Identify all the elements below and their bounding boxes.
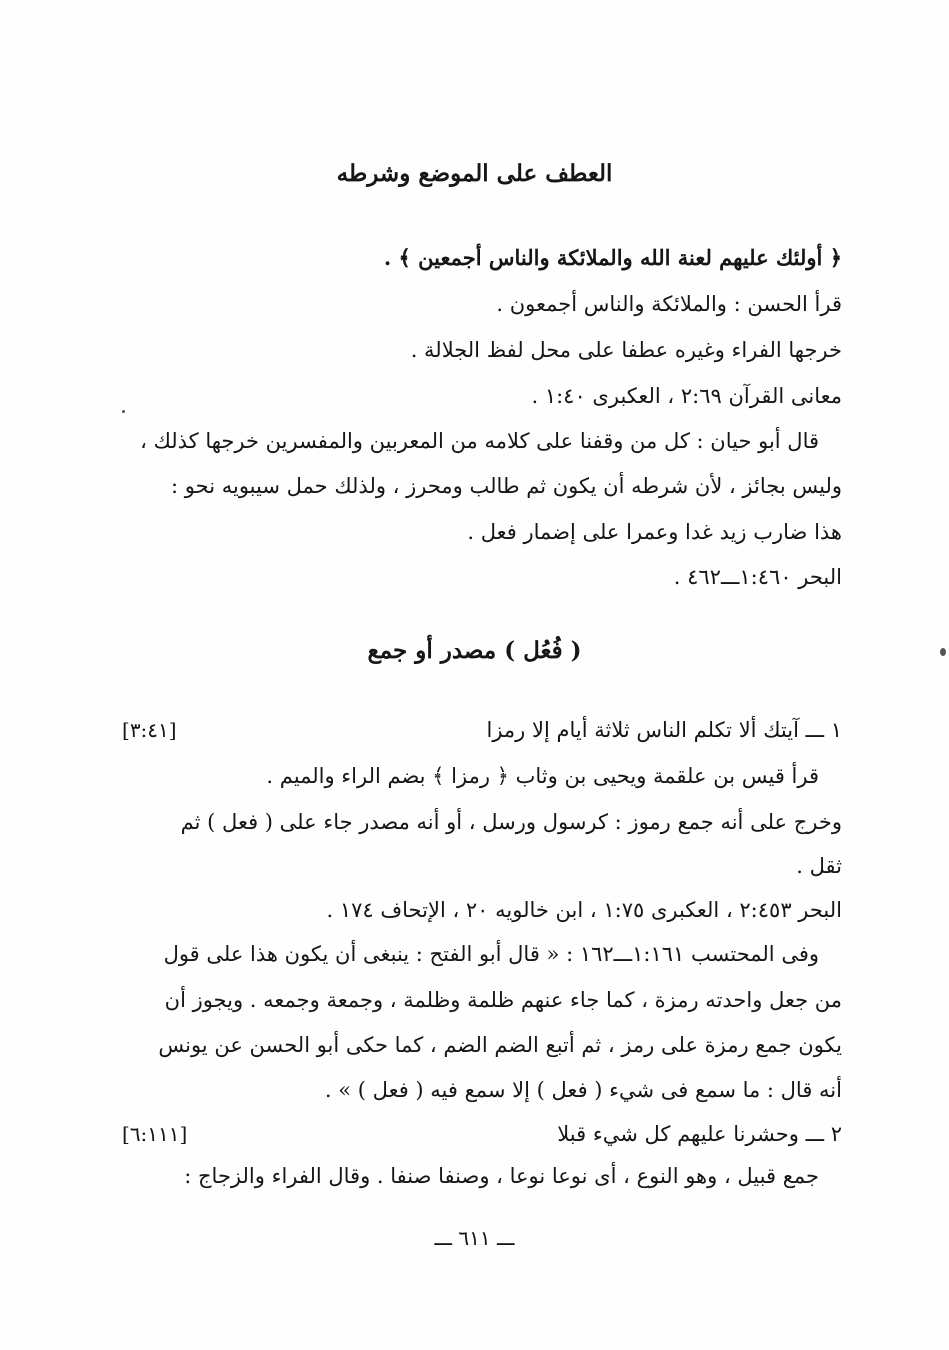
text-line: وفى المحتسب ١:١٦١ـــ١٦٢ : « قال أبو الفتح : ينبغى أن يكون هذا على قول xyxy=(163,942,819,966)
text-line: أنه قال : ما سمع فى شيء ( فعل ) إلا سمع فيه ( فعل ) » . xyxy=(324,1078,842,1102)
verse-reference-1: [٣:٤١] xyxy=(122,718,177,742)
text-line: قرأ قيس بن علقمة ويحيى بن وثاب ﴿ رمزا ﴾ بضم الراء والميم . xyxy=(266,764,819,788)
reference-line: معانى القرآن ٢:٦٩ ، العكبرى ١:٤٠ . xyxy=(531,384,842,408)
text-line: جمع قبيل ، وهو النوع ، أى نوعا نوعا ، وصنفا صنفا . وقال الفراء والزجاج : xyxy=(184,1164,819,1188)
text-line: قرأ الحسن : والملائكة والناس أجمعون . xyxy=(496,292,842,316)
verse-line-1: ١ ـــ آيتك ألا تكلم الناس ثلاثة أيام إلا رمزا xyxy=(486,718,842,742)
text-line: يكون جمع رمزة على رمز ، ثم أتبع الضم الضم ، كما حكى أبو الحسن عن يونس xyxy=(158,1033,842,1057)
text-line: وليس بجائز ، لأن شرطه أن يكون ثم طالب ومحرز ، ولذلك حمل سيبويه نحو : xyxy=(171,474,842,498)
section-title-conjunction: العطف على الموضع وشرطه xyxy=(336,160,613,187)
text-line: ثقل . xyxy=(796,854,842,878)
text-line: من جعل واحدته رمزة ، كما جاء عنهم ظلمة وظلمة ، وجمعة وجمعه . ويجوز أن xyxy=(164,988,842,1012)
section-title-fuul: ( فُعُل ) مصدر أو جمع xyxy=(367,637,582,664)
text-line: هذا ضارب زيد غدا وعمرا على إضمار فعل . xyxy=(467,520,842,544)
reference-line: البحر ٢:٤٥٣ ، العكبرى ١:٧٥ ، ابن خالويه ٢٠ ، الإتحاف ١٧٤ . xyxy=(326,898,842,922)
reference-line: البحر ١:٤٦٠ـــ٤٦٢ . xyxy=(673,565,842,589)
scan-speck xyxy=(940,648,946,656)
scan-speck xyxy=(122,410,125,413)
quran-verse-line: ﴿ أولئك عليهم لعنة الله والملائكة والناس أجمعين ﴾ . xyxy=(383,245,842,270)
text-line: خرجها الفراء وغيره عطفا على محل لفظ الجلالة . xyxy=(410,338,842,362)
verse-line-2: ٢ ـــ وحشرنا عليهم كل شيء قبلا xyxy=(557,1122,842,1146)
text-line: وخرج على أنه جمع رموز : كرسول ورسل ، أو أنه مصدر جاء على ( فعل ) ثم xyxy=(180,810,842,834)
text-line: قال أبو حيان : كل من وقفنا على كلامه من المعربين والمفسرين خرجها كذلك ، xyxy=(140,429,819,453)
verse-reference-2: [٦:١١١] xyxy=(122,1122,188,1146)
page-number: ـــ ٦١١ ـــ xyxy=(434,1226,515,1250)
